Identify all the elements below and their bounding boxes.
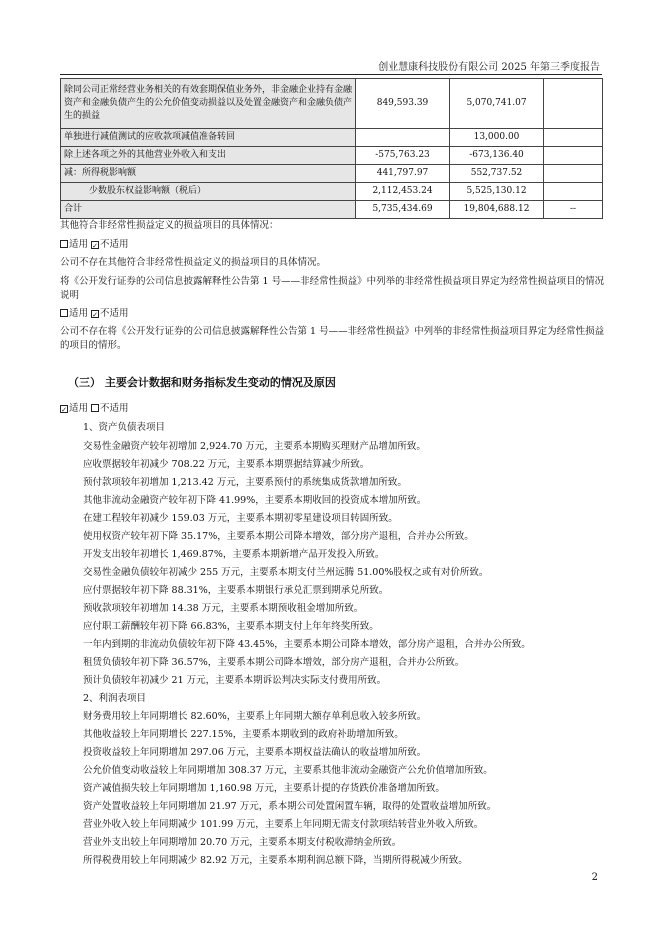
subsection-heading: 1、资产负债表项目 <box>83 422 166 433</box>
list-item: 开发支出较年初增长 1,469.87%，主要系本期新增产品开发投入所致。 <box>83 549 385 560</box>
list-item: 投资收益较上年同期增加 297.06 万元，主要系本期权益法确认的收益增加所致。 <box>83 747 427 758</box>
row-value-ytd: -673,136.40 <box>450 147 544 165</box>
checkbox-checked-icon: ✓ <box>61 406 67 414</box>
row-name: 除同公司正常经营业务相关的有效套期保值业务外，非金融企业持有金融资产和金融负债产生的公允价值变动损益以及处置金融资产和金融负债产生的损益 <box>61 79 356 129</box>
row-name: 除上述各项之外的其他营业外收入和支出 <box>61 147 356 165</box>
row-value-ytd: 19,804,688.12 <box>450 201 544 219</box>
row-name: 减：所得税影响额 <box>61 165 356 183</box>
row-value-current <box>356 129 450 147</box>
list-item: 预收款项较年初增加 14.38 万元，主要系本期预收租金增加所致。 <box>83 603 364 614</box>
row-note <box>544 183 603 201</box>
list-item: 预计负债较年初减少 21 万元，主要系本期诉讼判决实际支付费用所致。 <box>83 675 387 686</box>
row-note: -- <box>544 201 603 219</box>
row-note <box>544 79 603 129</box>
list-item: 其他非流动金融资产较年初下降 41.99%，主要系本期收回的投资成本增加所致。 <box>83 495 427 506</box>
list-item: 应付票据较年初下降 88.31%，主要系本期银行承兑汇票到期承兑所致。 <box>83 585 389 596</box>
note-paragraph: 公司不存在其他符合非经常性损益定义的损益项目的具体情况。 <box>60 257 327 268</box>
list-item: 所得税费用较上年同期减少 82.92 万元，主要系本期利润总额下降，当期所得税减少所致。 <box>83 855 468 866</box>
list-item: 租赁负债较年初下降 36.57%，主要系本期公司降本增效，部分房产退租，合并办公所致。 <box>83 657 465 668</box>
table-row <box>61 165 603 183</box>
checkbox-checked-icon: ✓ <box>92 242 98 250</box>
row-note <box>544 129 603 147</box>
note-paragraph: 公司不存在将《公开发行证券的公司信息披露解释性公告第 1 号——非经常性损益》中列举的非经常性损益项目界定为经常性损益的项目的情形。 <box>60 326 605 351</box>
row-value-current: -575,763.23 <box>356 147 450 165</box>
table-row <box>61 79 603 129</box>
list-item: 一年内到期的非流动负债较年初下降 43.45%，主要系本期公司降本增效，部分房产退租，合并办公所致。 <box>83 639 531 650</box>
row-value-ytd: 5,070,741.07 <box>450 79 544 129</box>
list-item: 预付款项较年初增加 1,213.42 万元，主要系预付的系统集成货款增加所致。 <box>83 477 407 488</box>
list-item: 在建工程较年初减少 159.03 万元，主要系本期初零星建设项目转固所致。 <box>83 513 398 524</box>
list-item: 公允价值变动收益较上年同期增加 308.37 万元，主要系其他非流动金融资产公允价值增加所致。 <box>83 765 493 776</box>
list-item: 财务费用较上年同期增长 82.60%，主要系上年同期大额存单利息收入较多所致。 <box>83 711 427 722</box>
applicability-line: 适用 ✓ 不适用 <box>60 307 605 321</box>
list-item: 营业外收入较上年同期减少 101.99 万元，主要系上年同期无需支付款项结转营业外收入所致。 <box>83 819 484 830</box>
row-note <box>544 165 603 183</box>
page-number: 2 <box>591 872 598 883</box>
table-row <box>61 183 603 201</box>
row-name: 单独进行减值测试的应收款项减值准备转回 <box>61 129 356 147</box>
table-row <box>61 129 603 147</box>
applicability-line: 适用 ✓ 不适用 <box>60 238 605 252</box>
row-value-current: 441,797.97 <box>356 165 450 183</box>
section-title: （三） 主要会计数据和财务指标发生变动的情况及原因 <box>68 376 336 389</box>
page-header: 创业慧康科技股份有限公司 2025 年第三季度报告 <box>378 62 600 73</box>
note-paragraph: 其他符合非经常性损益定义的损益项目的具体情况： <box>60 220 279 231</box>
list-item: 交易性金融负债较年初减少 255 万元，主要系本期支付兰州远腾 51.00%股权之或有对价所致。 <box>83 567 489 578</box>
row-name: 少数股东权益影响额（税后） <box>61 183 356 201</box>
list-item: 交易性金融资产较年初增加 2,924.70 万元，主要系本期购买理财产品增加所致。 <box>83 441 426 452</box>
row-value-ytd: 13,000.00 <box>450 129 544 147</box>
checkbox-unchecked-icon <box>91 404 99 412</box>
list-item: 应付职工薪酬较年初下降 66.83%，主要系本期支付上年年终奖所致。 <box>83 621 379 632</box>
list-item: 资产减值损失较上年同期增加 1,160.98 万元，主要系计提的存货跌价准备增加所致。 <box>83 783 445 794</box>
list-item: 使用权资产较年初下降 35.17%，主要系本期公司降本增效，部分房产退租，合并办公所致。 <box>83 531 474 542</box>
non-recurring-items-table <box>60 78 603 219</box>
checkbox-checked-icon: ✓ <box>92 311 98 319</box>
checkbox-unchecked-icon <box>60 309 68 317</box>
row-note <box>544 147 603 165</box>
row-value-ytd: 552,737.52 <box>450 165 544 183</box>
row-name: 合计 <box>61 201 356 219</box>
row-value-current: 2,112,453.24 <box>356 183 450 201</box>
row-value-current: 5,735,434.69 <box>356 201 450 219</box>
row-value-ytd: 5,525,130.12 <box>450 183 544 201</box>
checkbox-unchecked-icon <box>60 240 68 248</box>
row-value-current: 849,593.39 <box>356 79 450 129</box>
list-item: 应收票据较年初减少 708.22 万元，主要系本期票据结算减少所致。 <box>83 459 370 470</box>
table-row-total <box>61 201 603 219</box>
list-item: 资产处置收益较上年同期增加 21.97 万元，系本期公司处置闲置车辆，取得的处置收益增加所致。 <box>83 801 497 812</box>
note-paragraph: 将《公开发行证券的公司信息披露解释性公告第 1 号——非经常性损益》中列举的非经常性损益项目界定为经常性损益项目的情况说明 <box>60 276 605 301</box>
subsection-heading: 2、利润表项目 <box>83 693 147 704</box>
list-item: 营业外支出较上年同期增加 20.70 万元，主要系本期支付税收滞纳金所致。 <box>83 837 402 848</box>
header-rule <box>60 74 602 75</box>
list-item: 其他收益较上年同期增长 227.15%，主要系本期收到的政府补助增加所致。 <box>83 729 404 740</box>
table-row <box>61 147 603 165</box>
applicability-line: ✓ 适用 不适用 <box>61 403 129 414</box>
